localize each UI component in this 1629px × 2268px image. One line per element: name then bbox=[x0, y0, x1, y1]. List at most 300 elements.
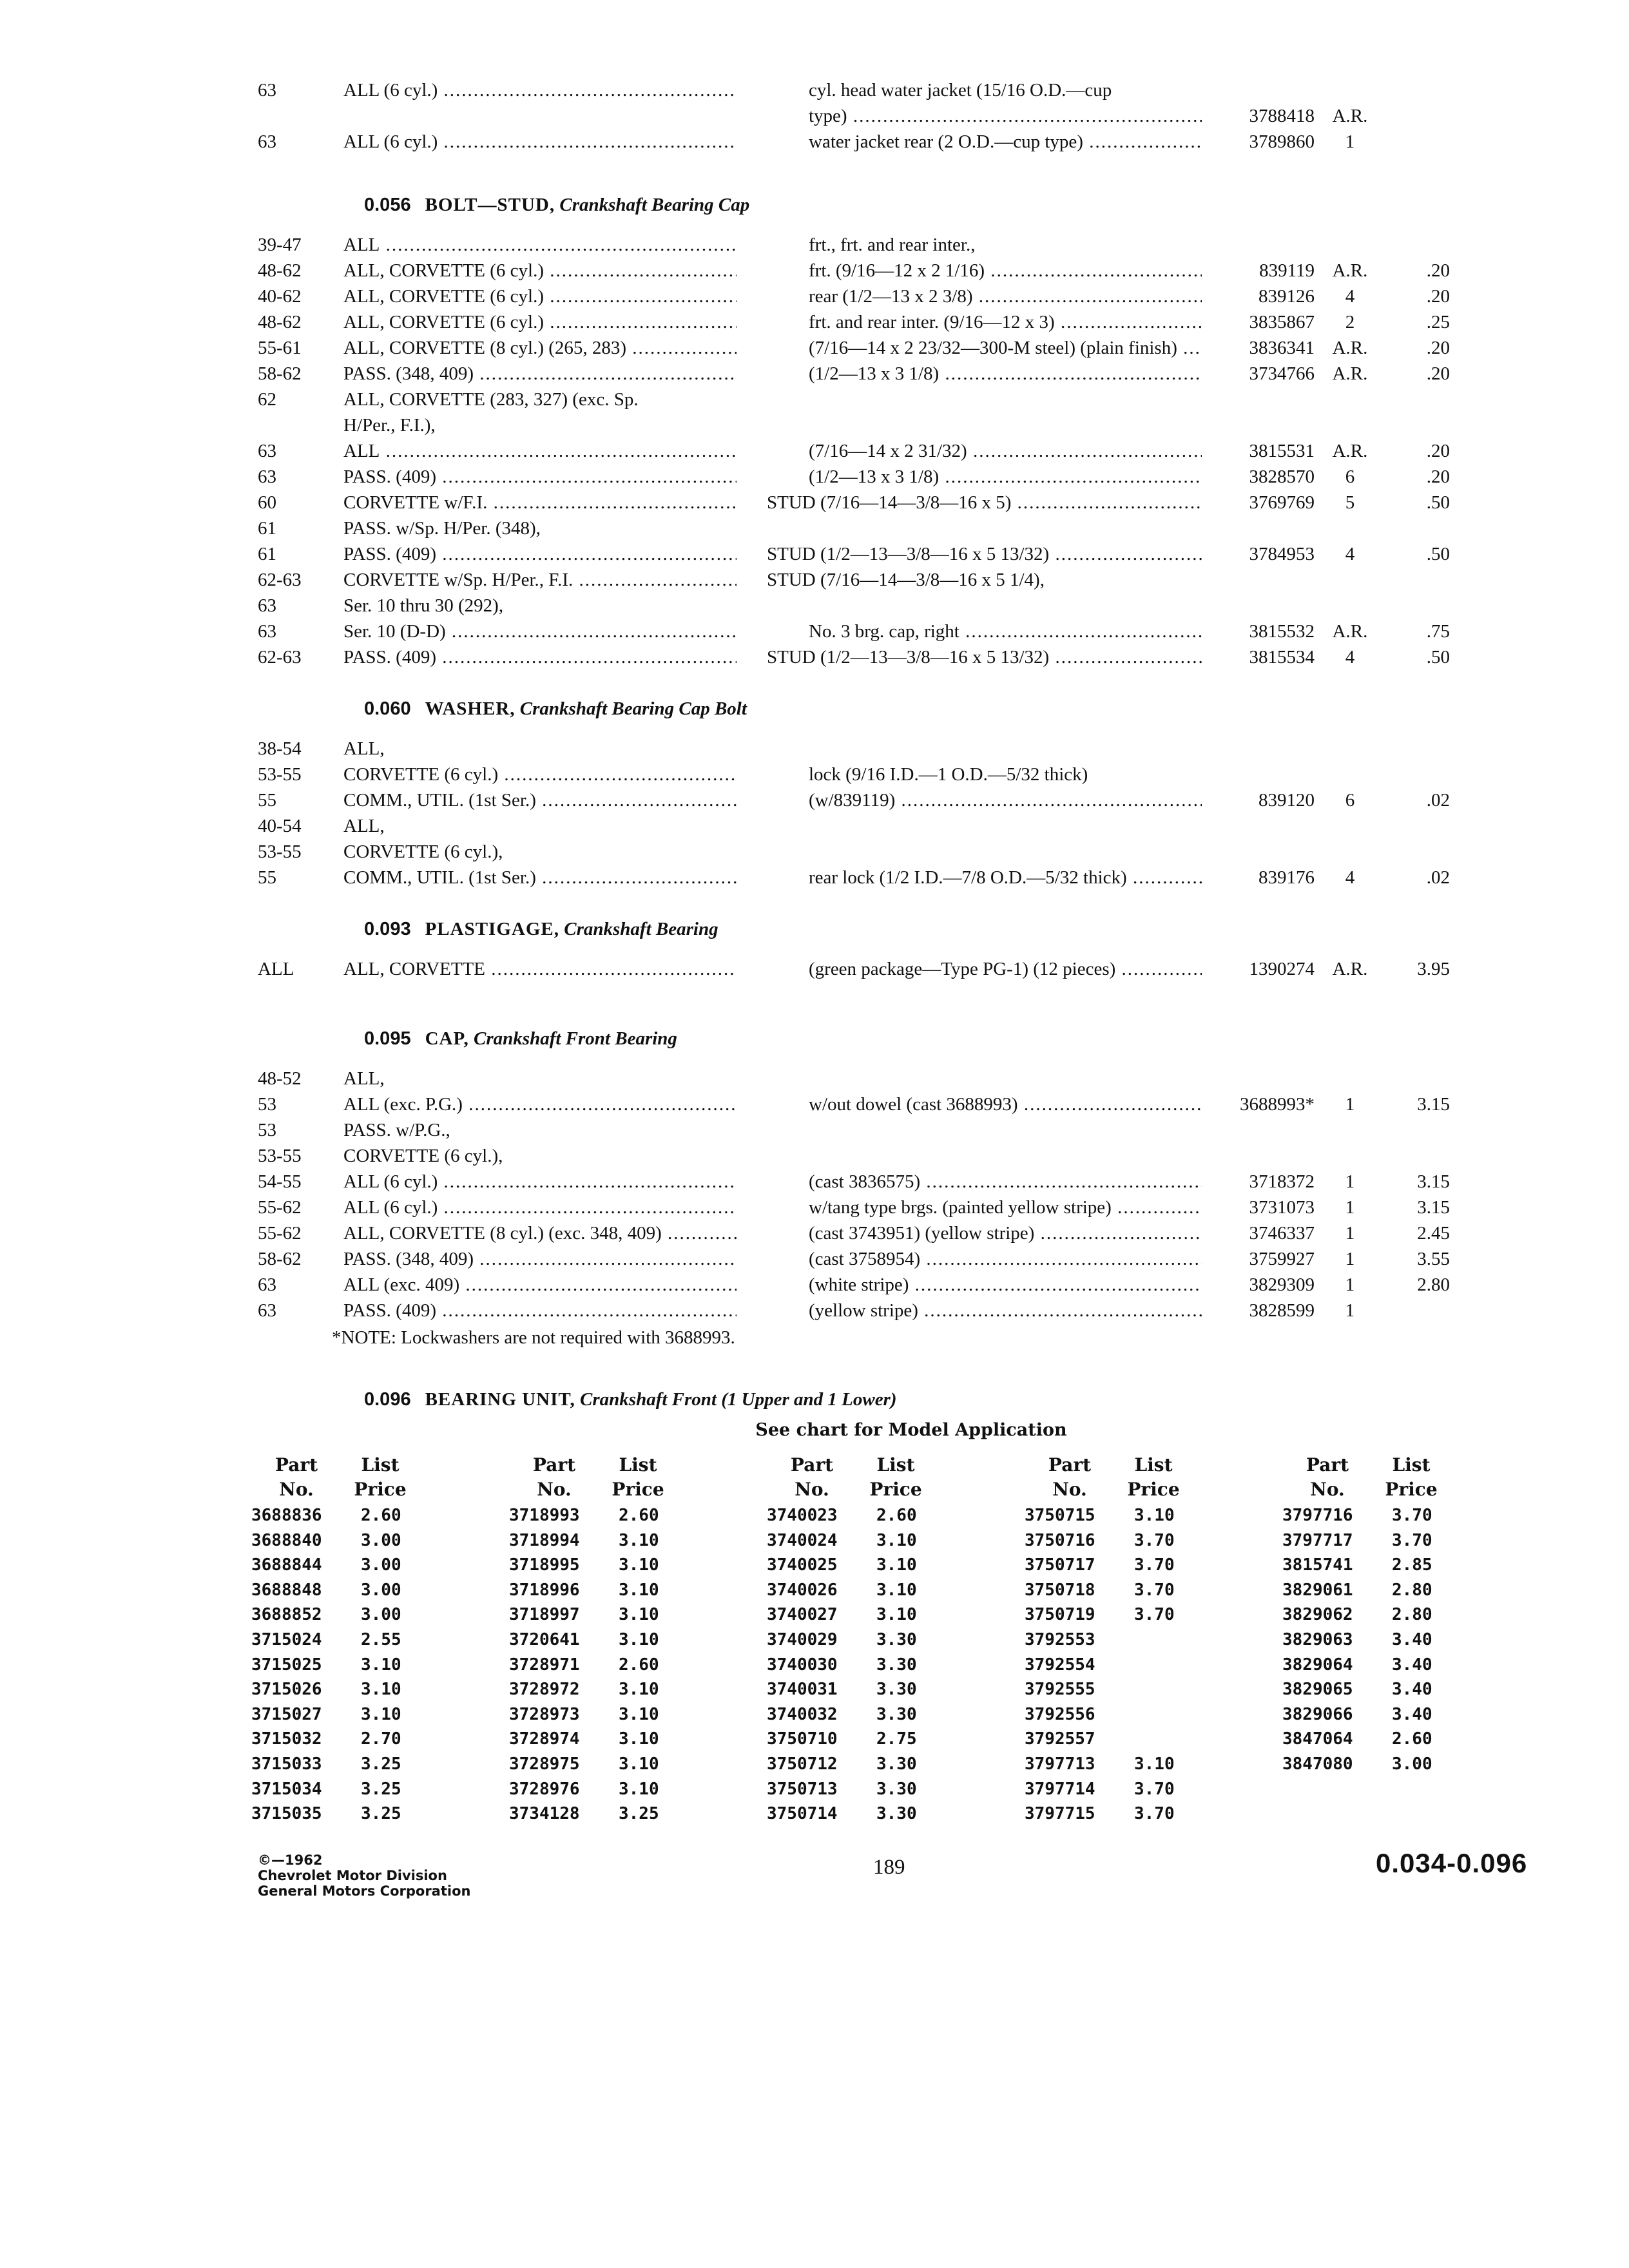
bearing-row bbox=[1025, 1727, 1218, 1752]
bearing-part-number: 3740026 bbox=[767, 1580, 838, 1600]
bearing-list-price: 3.25 bbox=[361, 1754, 401, 1774]
bearing-part-number: 3815741 bbox=[1282, 1555, 1353, 1575]
bearing-part-number: 3750715 bbox=[1025, 1506, 1095, 1525]
bearing-list-price: 3.70 bbox=[1134, 1555, 1175, 1575]
part-number-cell: 3789860 bbox=[1249, 131, 1315, 152]
model-cell: PASS. w/P.G., bbox=[343, 1120, 450, 1140]
description-cell: (7/16—14 x 2 31/32) ..... bbox=[809, 438, 1202, 464]
bearing-part-number: 3720641 bbox=[509, 1629, 580, 1649]
bearing-list-price: 3.30 bbox=[876, 1779, 917, 1799]
price-cell: .02 bbox=[1426, 790, 1450, 811]
list-price-header: List Price bbox=[612, 1454, 664, 1500]
model-cell: COMM., UTIL. (1st Ser.) ..... bbox=[343, 787, 737, 813]
bearing-row bbox=[509, 1777, 702, 1802]
parts-row bbox=[0, 619, 1629, 644]
bearing-row bbox=[767, 1553, 960, 1578]
model-cell: ALL, CORVETTE (8 cyl.) (265, 283) ..... bbox=[343, 335, 737, 361]
model-cell: ALL (6 cyl.) ..... bbox=[343, 1195, 737, 1220]
description-cell: STUD (7/16—14—3/8—16 x 5 1/4), bbox=[767, 570, 1045, 590]
bearing-list-price: 3.70 bbox=[1134, 1779, 1175, 1799]
bearing-part-number: 3715025 bbox=[251, 1655, 322, 1675]
bearing-part-number: 3797714 bbox=[1025, 1779, 1095, 1799]
bearing-row bbox=[509, 1677, 702, 1702]
bearing-list-price: 3.40 bbox=[1392, 1680, 1432, 1700]
year-cell: 63 bbox=[258, 131, 276, 152]
description-cell: (1/2—13 x 3 1/8) ..... bbox=[809, 361, 1202, 387]
bearing-row bbox=[509, 1752, 702, 1777]
bearing-part-number: 3740029 bbox=[767, 1629, 838, 1649]
bearing-list-price: 3.10 bbox=[619, 1605, 659, 1625]
bearing-row bbox=[767, 1677, 960, 1702]
model-cell: ALL, CORVETTE (283, 327) (exc. Sp. bbox=[343, 389, 639, 410]
parts-row bbox=[0, 1117, 1629, 1143]
parts-row bbox=[0, 1298, 1629, 1323]
bearing-list-price: 2.85 bbox=[1392, 1555, 1432, 1575]
bearing-part-number: 3715032 bbox=[251, 1729, 322, 1749]
bearing-list-price: 3.10 bbox=[619, 1680, 659, 1700]
price-cell: 3.15 bbox=[1417, 1171, 1450, 1192]
bearing-part-number: 3740024 bbox=[767, 1530, 838, 1550]
parts-row bbox=[0, 438, 1629, 464]
bearing-row bbox=[251, 1702, 445, 1727]
bearing-part-number: 3718995 bbox=[509, 1555, 580, 1575]
model-cell: ALL, CORVETTE (8 cyl.) (exc. 348, 409) ..... bbox=[343, 1220, 737, 1246]
price-cell: 3.55 bbox=[1417, 1249, 1450, 1269]
quantity-cell: 1 bbox=[1345, 1223, 1355, 1244]
year-cell: 61 bbox=[258, 544, 276, 564]
bearing-list-price: 3.40 bbox=[1392, 1704, 1432, 1724]
model-cell: ALL ..... bbox=[343, 438, 737, 464]
part-number-cell: 3746337 bbox=[1249, 1223, 1315, 1244]
part-number-cell: 3836341 bbox=[1249, 338, 1315, 358]
quantity-cell: 1 bbox=[1345, 1249, 1355, 1269]
parts-row bbox=[0, 412, 1629, 438]
bearing-part-number: 3728972 bbox=[509, 1680, 580, 1700]
quantity-cell: A.R. bbox=[1332, 260, 1368, 281]
bearing-list-price: 3.10 bbox=[876, 1605, 917, 1625]
bearing-part-number: 3740031 bbox=[767, 1680, 838, 1700]
bearing-list-price: 2.70 bbox=[361, 1729, 401, 1749]
bearing-list-price: 3.10 bbox=[361, 1655, 401, 1675]
price-cell: .75 bbox=[1426, 621, 1450, 642]
bearing-list-price: 3.40 bbox=[1392, 1629, 1432, 1649]
year-cell: 40-62 bbox=[258, 286, 302, 307]
part-number-cell: 3828599 bbox=[1249, 1300, 1315, 1321]
year-cell: 55-62 bbox=[258, 1223, 302, 1244]
bearing-row bbox=[767, 1653, 960, 1678]
bearing-part-number: 3829065 bbox=[1282, 1680, 1353, 1700]
bearing-list-price: 2.60 bbox=[361, 1506, 401, 1525]
bearing-list-price: 3.10 bbox=[876, 1555, 917, 1575]
model-cell: CORVETTE w/F.I. ..... bbox=[343, 490, 737, 515]
year-cell: 61 bbox=[258, 518, 276, 539]
bearing-list-price: 3.10 bbox=[619, 1779, 659, 1799]
parts-row bbox=[0, 839, 1629, 865]
bearing-row bbox=[1282, 1553, 1476, 1578]
bearing-row bbox=[509, 1578, 702, 1603]
bearing-row bbox=[1282, 1727, 1476, 1752]
page-number: 189 bbox=[873, 1856, 905, 1879]
parts-row bbox=[0, 593, 1629, 619]
parts-row bbox=[0, 232, 1629, 258]
price-cell: .50 bbox=[1426, 544, 1450, 564]
bearing-part-number: 3715033 bbox=[251, 1754, 322, 1774]
price-cell: 3.15 bbox=[1417, 1094, 1450, 1115]
bearing-list-price: 3.25 bbox=[361, 1779, 401, 1799]
bearing-part-number: 3728971 bbox=[509, 1655, 580, 1675]
model-cell: ALL, bbox=[343, 738, 385, 759]
bearing-row bbox=[767, 1752, 960, 1777]
description-cell: rear (1/2—13 x 2 3/8) ..... bbox=[809, 284, 1202, 309]
quantity-cell: 1 bbox=[1345, 1274, 1355, 1295]
bearing-row bbox=[1025, 1677, 1218, 1702]
description-cell: (green package—Type PG-1) (12 pieces) ..... bbox=[809, 956, 1202, 982]
bearing-column bbox=[1025, 1453, 1218, 1827]
bearing-part-number: 3792555 bbox=[1025, 1680, 1095, 1700]
price-cell: 3.95 bbox=[1417, 959, 1450, 979]
bearing-part-number: 3829061 bbox=[1282, 1580, 1353, 1600]
bearing-column-header bbox=[509, 1453, 702, 1503]
price-cell: .50 bbox=[1426, 492, 1450, 513]
description-cell: frt. (9/16—12 x 2 1/16) ..... bbox=[809, 258, 1202, 284]
bearing-list-price: 2.60 bbox=[1392, 1729, 1432, 1749]
description-cell: (cast 3758954) ..... bbox=[809, 1246, 1202, 1272]
bearing-list-price: 2.60 bbox=[619, 1506, 659, 1525]
bearing-row bbox=[509, 1628, 702, 1653]
bearing-part-number: 3792554 bbox=[1025, 1655, 1095, 1675]
bearing-list-price: 3.30 bbox=[876, 1754, 917, 1774]
part-no-header: Part No. bbox=[1048, 1454, 1092, 1500]
division-name: Chevrolet Motor Division bbox=[258, 1868, 447, 1883]
bearing-list-price: 3.10 bbox=[619, 1580, 659, 1600]
bearing-part-number: 3829064 bbox=[1282, 1655, 1353, 1675]
parts-row bbox=[0, 258, 1629, 284]
bearing-list-price: 3.70 bbox=[1392, 1506, 1432, 1525]
price-cell: .20 bbox=[1426, 338, 1450, 358]
description-cell: type) ..... bbox=[809, 103, 1202, 129]
price-cell: 2.80 bbox=[1417, 1274, 1450, 1295]
bearing-row bbox=[1282, 1528, 1476, 1553]
section-heading-0060 bbox=[364, 695, 747, 723]
bearing-row bbox=[251, 1777, 445, 1802]
bearing-part-number: 3715027 bbox=[251, 1704, 322, 1724]
year-cell: 63 bbox=[258, 621, 276, 642]
section-heading-0096 bbox=[364, 1385, 897, 1414]
bearing-part-number: 3750716 bbox=[1025, 1530, 1095, 1550]
parts-row bbox=[0, 1143, 1629, 1169]
price-cell: .20 bbox=[1426, 363, 1450, 384]
parts-row bbox=[0, 129, 1629, 155]
year-cell: 63 bbox=[258, 441, 276, 461]
section-heading-0093 bbox=[364, 915, 718, 943]
parts-row bbox=[0, 865, 1629, 890]
bearing-list-price: 3.00 bbox=[1392, 1754, 1432, 1774]
bearing-part-number: 3718994 bbox=[509, 1530, 580, 1550]
year-cell: 53 bbox=[258, 1094, 276, 1115]
bearing-row bbox=[509, 1653, 702, 1678]
bearing-row bbox=[251, 1727, 445, 1752]
part-number-cell: 839126 bbox=[1258, 286, 1315, 307]
bearing-list-price: 3.40 bbox=[1392, 1655, 1432, 1675]
parts-row bbox=[0, 644, 1629, 670]
bearing-column-header bbox=[1025, 1453, 1218, 1503]
price-cell: .50 bbox=[1426, 647, 1450, 668]
model-cell: CORVETTE (6 cyl.), bbox=[343, 1146, 503, 1166]
parts-row bbox=[0, 567, 1629, 593]
chart-caption: See chart for Model Application bbox=[755, 1420, 1067, 1440]
year-cell: 39-47 bbox=[258, 235, 302, 255]
year-cell: 55 bbox=[258, 867, 276, 888]
bearing-part-number: 3728974 bbox=[509, 1729, 580, 1749]
parts-row bbox=[0, 490, 1629, 515]
model-cell: PASS. (409) ..... bbox=[343, 644, 737, 670]
parts-row bbox=[0, 77, 1629, 103]
bearing-list-price: 2.75 bbox=[876, 1729, 917, 1749]
price-cell: 2.45 bbox=[1417, 1223, 1450, 1244]
model-cell: PASS. (409) ..... bbox=[343, 1298, 737, 1323]
quantity-cell: 2 bbox=[1345, 312, 1355, 332]
description-cell: STUD (1/2—13—3/8—16 x 5 13/32) ..... bbox=[767, 644, 1202, 670]
bearing-list-price: 3.70 bbox=[1134, 1804, 1175, 1824]
bearing-row bbox=[767, 1702, 960, 1727]
bearing-row bbox=[767, 1578, 960, 1603]
model-cell: Ser. 10 thru 30 (292), bbox=[343, 595, 504, 616]
bearing-part-number: 3797715 bbox=[1025, 1804, 1095, 1824]
section-name: CAP, bbox=[425, 1028, 469, 1049]
year-cell: 53 bbox=[258, 1120, 276, 1140]
bearing-list-price: 3.70 bbox=[1134, 1580, 1175, 1600]
bearing-row bbox=[1025, 1802, 1218, 1827]
model-cell: ALL, CORVETTE (6 cyl.) ..... bbox=[343, 284, 737, 309]
bearing-column-header bbox=[1282, 1453, 1476, 1503]
price-cell: .20 bbox=[1426, 441, 1450, 461]
parts-row bbox=[0, 387, 1629, 412]
bearing-row bbox=[1025, 1553, 1218, 1578]
bearing-list-price: 3.10 bbox=[619, 1729, 659, 1749]
bearing-part-number: 3750714 bbox=[767, 1804, 838, 1824]
bearing-list-price: 3.10 bbox=[619, 1530, 659, 1550]
quantity-cell: A.R. bbox=[1332, 959, 1368, 979]
part-number-cell: 3835867 bbox=[1249, 312, 1315, 332]
list-price-header: List Price bbox=[354, 1454, 407, 1500]
year-cell: 54-55 bbox=[258, 1171, 302, 1192]
bearing-row bbox=[1025, 1528, 1218, 1553]
bearing-part-number: 3688836 bbox=[251, 1506, 322, 1525]
bearing-row bbox=[1282, 1503, 1476, 1528]
bearing-row bbox=[509, 1528, 702, 1553]
section-number: 0.060 bbox=[364, 698, 411, 719]
bearing-list-price: 3.70 bbox=[1392, 1530, 1432, 1550]
description-cell: No. 3 brg. cap, right ..... bbox=[809, 619, 1202, 644]
year-cell: 38-54 bbox=[258, 738, 302, 759]
model-cell: ALL (6 cyl.) ..... bbox=[343, 129, 737, 155]
part-number-cell: 3718372 bbox=[1249, 1171, 1315, 1192]
bearing-part-number: 3688852 bbox=[251, 1605, 322, 1625]
bearing-row bbox=[251, 1503, 445, 1528]
bearing-row bbox=[509, 1602, 702, 1628]
bearing-row bbox=[767, 1528, 960, 1553]
bearing-row bbox=[1282, 1578, 1476, 1603]
bearing-row bbox=[1025, 1628, 1218, 1653]
bearing-part-number: 3792557 bbox=[1025, 1729, 1095, 1749]
model-cell: PASS. (348, 409) ..... bbox=[343, 1246, 737, 1272]
bearing-list-price: 3.70 bbox=[1134, 1605, 1175, 1625]
year-cell: 60 bbox=[258, 492, 276, 513]
parts-row bbox=[0, 1272, 1629, 1298]
part-number-cell: 3815534 bbox=[1249, 647, 1315, 668]
bearing-row bbox=[767, 1727, 960, 1752]
quantity-cell: A.R. bbox=[1332, 441, 1368, 461]
description-cell: cyl. head water jacket (15/16 O.D.—cup bbox=[809, 80, 1112, 101]
model-cell: PASS. (409) ..... bbox=[343, 464, 737, 490]
part-number-cell: 839176 bbox=[1258, 867, 1315, 888]
bearing-row bbox=[1282, 1628, 1476, 1653]
model-cell: CORVETTE (6 cyl.), bbox=[343, 841, 503, 862]
year-cell: 62-63 bbox=[258, 647, 302, 668]
bearing-part-number: 3750718 bbox=[1025, 1580, 1095, 1600]
description-cell: STUD (7/16—14—3/8—16 x 5) ..... bbox=[767, 490, 1202, 515]
bearing-list-price: 3.00 bbox=[361, 1605, 401, 1625]
description-cell: (cast 3836575) ..... bbox=[809, 1169, 1202, 1195]
parts-row bbox=[0, 787, 1629, 813]
bearing-column-header bbox=[767, 1453, 960, 1503]
bearing-list-price: 3.30 bbox=[876, 1680, 917, 1700]
bearing-part-number: 3829062 bbox=[1282, 1605, 1353, 1625]
section-range: 0.034-0.096 bbox=[1376, 1848, 1528, 1878]
parts-row bbox=[0, 541, 1629, 567]
description-cell: w/out dowel (cast 3688993) ..... bbox=[809, 1091, 1202, 1117]
price-cell: .20 bbox=[1426, 466, 1450, 487]
list-price-header: List Price bbox=[869, 1454, 922, 1500]
bearing-column bbox=[251, 1453, 445, 1827]
bearing-column bbox=[1282, 1453, 1476, 1777]
bearing-part-number: 3750717 bbox=[1025, 1555, 1095, 1575]
part-number-cell: 1390274 bbox=[1249, 959, 1315, 979]
year-cell: 48-62 bbox=[258, 312, 302, 332]
bearing-row bbox=[1025, 1653, 1218, 1678]
year-cell: 55 bbox=[258, 790, 276, 811]
bearing-part-number: 3750719 bbox=[1025, 1605, 1095, 1625]
bearing-row bbox=[767, 1503, 960, 1528]
bearing-row bbox=[509, 1553, 702, 1578]
bearing-part-number: 3715034 bbox=[251, 1779, 322, 1799]
section-number: 0.056 bbox=[364, 195, 411, 215]
bearing-list-price: 2.80 bbox=[1392, 1580, 1432, 1600]
parts-row bbox=[0, 309, 1629, 335]
year-cell: 55-61 bbox=[258, 338, 302, 358]
part-no-header: Part No. bbox=[532, 1454, 576, 1500]
bearing-row bbox=[1282, 1702, 1476, 1727]
section-heading-0056 bbox=[364, 191, 749, 219]
bearing-row bbox=[251, 1578, 445, 1603]
bearing-list-price: 2.80 bbox=[1392, 1605, 1432, 1625]
price-cell: .20 bbox=[1426, 286, 1450, 307]
quantity-cell: 1 bbox=[1345, 1300, 1355, 1321]
parts-row bbox=[0, 284, 1629, 309]
bearing-list-price: 3.00 bbox=[361, 1530, 401, 1550]
model-cell: H/Per., F.I.), bbox=[343, 415, 436, 436]
bearing-list-price: 3.10 bbox=[1134, 1754, 1175, 1774]
bearing-row bbox=[251, 1628, 445, 1653]
parts-row bbox=[0, 1246, 1629, 1272]
bearing-row bbox=[767, 1802, 960, 1827]
bearing-part-number: 3688840 bbox=[251, 1530, 322, 1550]
bearing-list-price: 3.30 bbox=[876, 1704, 917, 1724]
bearing-list-price: 3.10 bbox=[619, 1754, 659, 1774]
bearing-list-price: 3.30 bbox=[876, 1804, 917, 1824]
parts-row bbox=[0, 335, 1629, 361]
bearing-row bbox=[1282, 1752, 1476, 1777]
model-cell: ALL, bbox=[343, 1068, 385, 1089]
bearing-part-number: 3829066 bbox=[1282, 1704, 1353, 1724]
model-cell: PASS. w/Sp. H/Per. (348), bbox=[343, 518, 541, 539]
bearing-part-number: 3750713 bbox=[767, 1779, 838, 1799]
parts-row bbox=[0, 762, 1629, 787]
model-cell: ALL (exc. P.G.) ..... bbox=[343, 1091, 737, 1117]
part-number-cell: 3688993* bbox=[1240, 1094, 1315, 1115]
bearing-list-price: 3.25 bbox=[361, 1804, 401, 1824]
bearing-part-number: 3847064 bbox=[1282, 1729, 1353, 1749]
section-name: WASHER, bbox=[425, 698, 516, 719]
parts-row bbox=[0, 1195, 1629, 1220]
year-cell: 48-52 bbox=[258, 1068, 302, 1089]
model-cell: ALL ..... bbox=[343, 232, 737, 258]
lockwasher-note: *NOTE: Lockwashers are not required with 3688993. bbox=[332, 1327, 735, 1348]
copyright-block bbox=[258, 1852, 470, 1899]
bearing-row bbox=[1025, 1777, 1218, 1802]
copyright-year: ©—1962 bbox=[258, 1852, 323, 1868]
bearing-row bbox=[251, 1752, 445, 1777]
bearing-row bbox=[251, 1802, 445, 1827]
year-cell: 55-62 bbox=[258, 1197, 302, 1218]
part-number-cell: 3829309 bbox=[1249, 1274, 1315, 1295]
part-number-cell: 3759927 bbox=[1249, 1249, 1315, 1269]
description-cell: frt., frt. and rear inter., bbox=[809, 235, 976, 255]
part-number-cell: 3828570 bbox=[1249, 466, 1315, 487]
section-number: 0.096 bbox=[364, 1389, 411, 1410]
parts-row bbox=[0, 813, 1629, 839]
part-number-cell: 839120 bbox=[1258, 790, 1315, 811]
bearing-row bbox=[1025, 1578, 1218, 1603]
bearing-part-number: 3847080 bbox=[1282, 1754, 1353, 1774]
bearing-part-number: 3715024 bbox=[251, 1629, 322, 1649]
description-cell: (white stripe) ..... bbox=[809, 1272, 1202, 1298]
bearing-list-price: 3.30 bbox=[876, 1655, 917, 1675]
bearing-list-price: 2.60 bbox=[876, 1506, 917, 1525]
year-cell: 63 bbox=[258, 466, 276, 487]
bearing-column-header bbox=[251, 1453, 445, 1503]
description-cell: (w/839119) ..... bbox=[809, 787, 1202, 813]
quantity-cell: A.R. bbox=[1332, 621, 1368, 642]
quantity-cell: A.R. bbox=[1332, 338, 1368, 358]
model-cell: PASS. (348, 409) ..... bbox=[343, 361, 737, 387]
corporation-name: General Motors Corporation bbox=[258, 1883, 471, 1899]
parts-row bbox=[0, 515, 1629, 541]
bearing-column bbox=[767, 1453, 960, 1827]
parts-row bbox=[0, 103, 1629, 129]
part-number-cell: 3784953 bbox=[1249, 544, 1315, 564]
description-cell: lock (9/16 I.D.—1 O.D.—5/32 thick) bbox=[809, 764, 1088, 785]
year-cell: 63 bbox=[258, 1274, 276, 1295]
price-cell: 3.15 bbox=[1417, 1197, 1450, 1218]
parts-row bbox=[0, 1169, 1629, 1195]
section-number: 0.093 bbox=[364, 919, 411, 939]
bearing-part-number: 3734128 bbox=[509, 1804, 580, 1824]
price-cell: .25 bbox=[1426, 312, 1450, 332]
bearing-row bbox=[251, 1553, 445, 1578]
bearing-list-price: 2.60 bbox=[619, 1655, 659, 1675]
model-cell: ALL, CORVETTE (6 cyl.) ..... bbox=[343, 309, 737, 335]
